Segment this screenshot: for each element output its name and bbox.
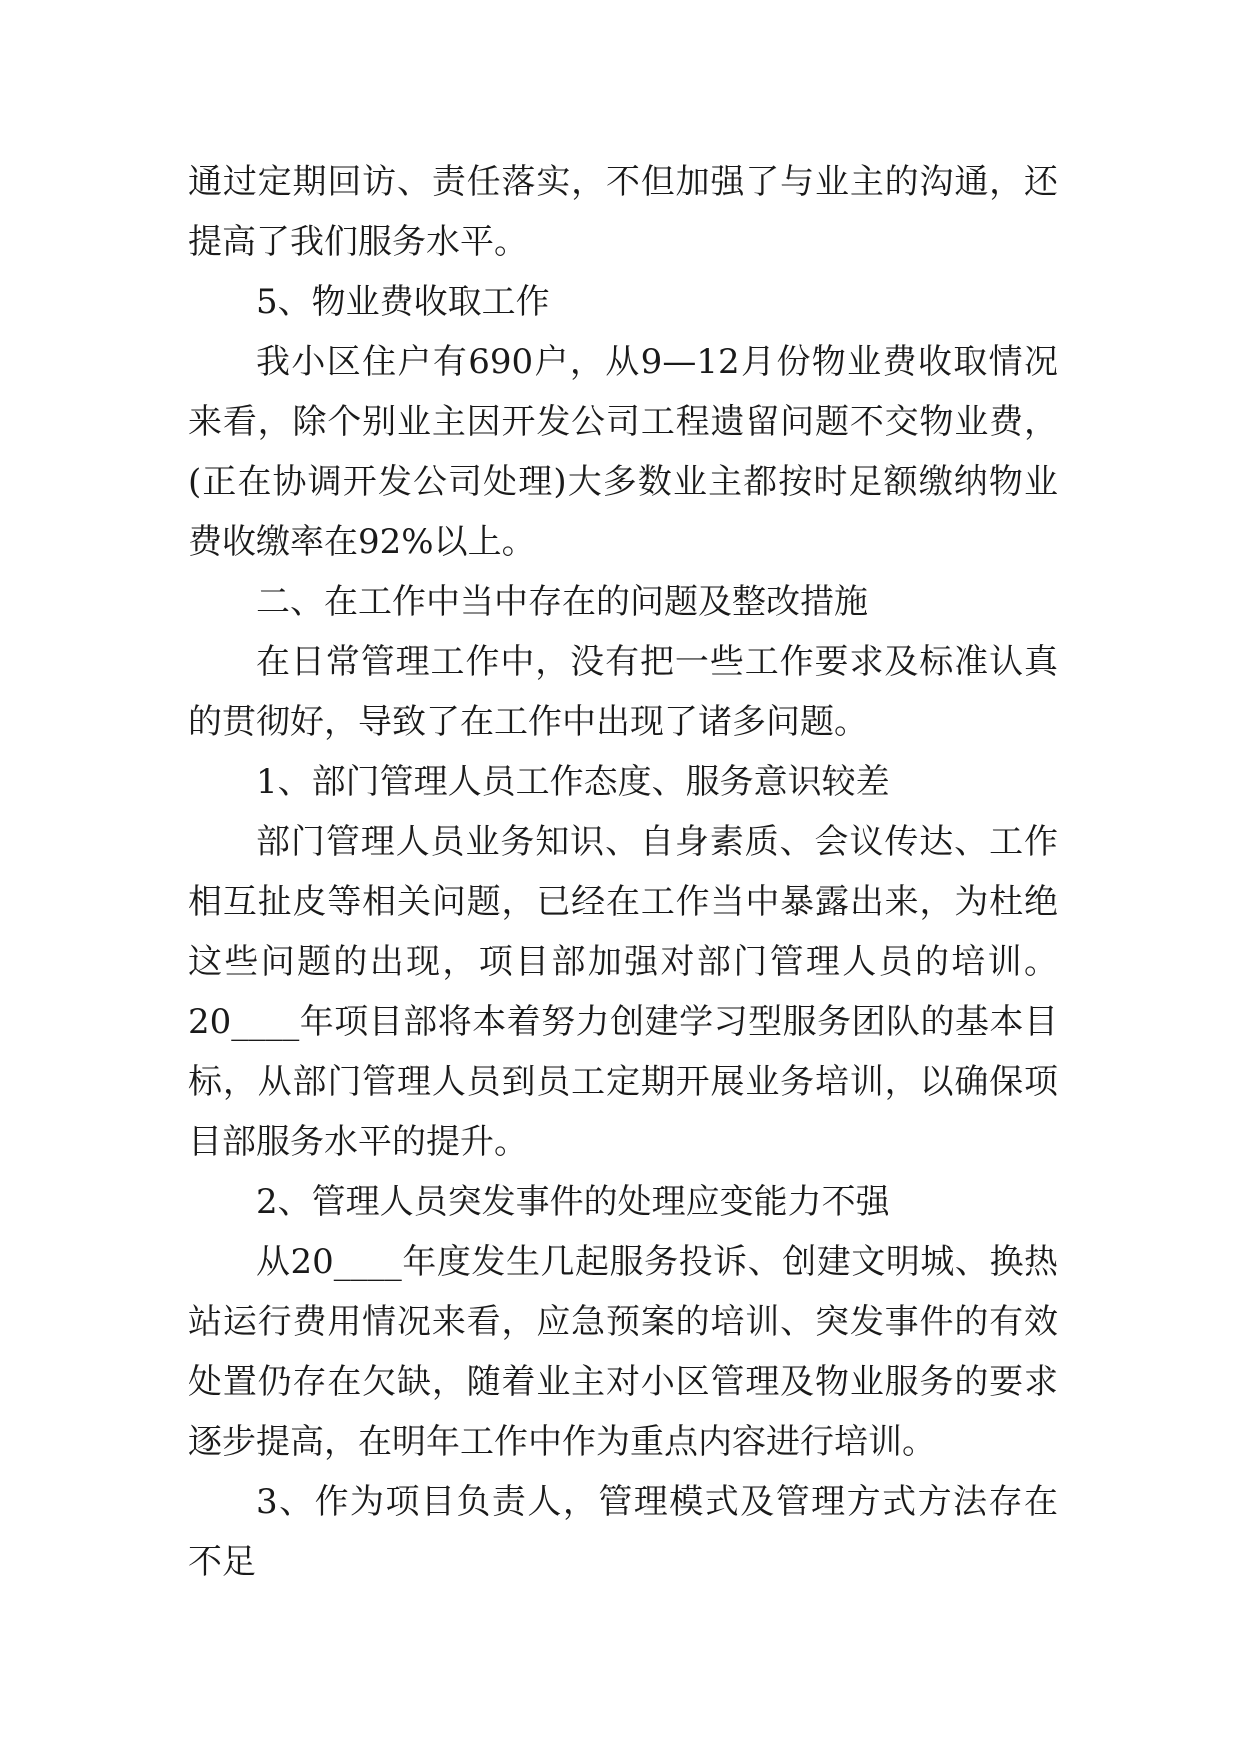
subheading-attitude: 1、部门管理人员工作态度、服务意识较差: [256, 762, 890, 802]
subheading-emergency: 2、管理人员突发事件的处理应变能力不强: [256, 1182, 890, 1222]
paragraph-emergency: 从20____年度发生几起服务投诉、创建文明城、换热站运行费用情况来看，应急预案的培训、突发事件的有效处置仍存在欠缺，随着业主对小区管理及物业服务的要求逐步提高，在明年工作中作为重点内容进行培训。: [188, 1242, 1058, 1462]
document-page: [188, 152, 1058, 1592]
paragraph-attitude: 部门管理人员业务知识、自身素质、会议传达、工作相互扯皮等相关问题，已经在工作当中暴露出来，为杜绝这些问题的出现，项目部加强对部门管理人员的培训。20____年项目部将本着努力创建学习型服务团队的基本目标，从部门管理人员到员工定期开展业务培训，以确保项目部服务水平的提升。: [188, 822, 1058, 1162]
paragraph-fee-collection: 我小区住户有690户，从9—12月份物业费收取情况来看，除个别业主因开发公司工程遗留问题不交物业费，(正在协调开发公司处理)大多数业主都按时足额缴纳物业费收缴率在92%以上。: [188, 342, 1058, 562]
paragraph-1: 通过定期回访、责任落实，不但加强了与业主的沟通，还提高了我们服务水平。: [188, 162, 1058, 262]
paragraph-problems-intro: 在日常管理工作中，没有把一些工作要求及标准认真的贯彻好，导致了在工作中出现了诸多问题。: [188, 642, 1058, 742]
section-heading-problems: 二、在工作中当中存在的问题及整改措施: [256, 582, 868, 622]
section-heading-fee-collection: 5、物业费收取工作: [256, 282, 550, 322]
subheading-management-mode: 3、作为项目负责人，管理模式及管理方式方法存在不足: [188, 1482, 1058, 1582]
